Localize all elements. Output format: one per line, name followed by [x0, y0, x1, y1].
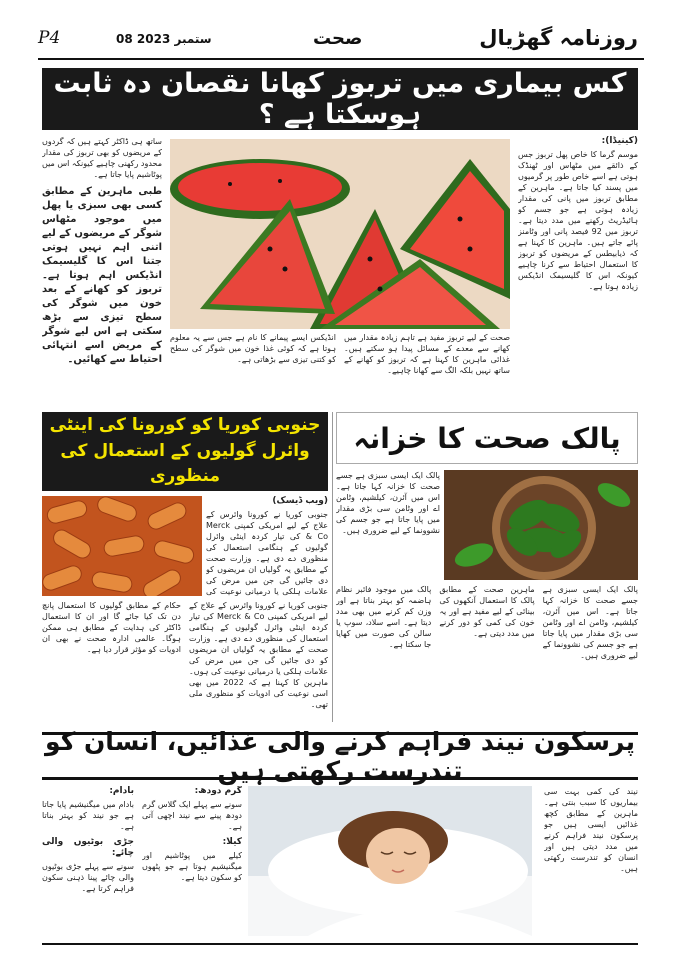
- watermelon-col-left: ساتھ ہی ڈاکٹر کہتے ہیں کہ گردوں کے مریضوں کو بھی تربوز کی مقدار محدود رکھنی چاہیے کیونکہ اس میں پوٹاشیم پایا جاتا ہے۔ طبی ماہرین کے مطابق کسی بھی سبزی یا پھل میں موجود مٹھاس شوگر کے مریضوں کے لیے اتنی اہم نہیں ہوتی جتنا اس کا گلیسیمک انڈیکس اہم ہوتا ہے۔ تربوز کو کھانے کے بعد خون میں شوگر کی سطح تیزی سے بڑھ سکتی ہے اس لیے شوگر کے مریض اسے انتہائی احتیاط سے کھائیں۔: [42, 137, 162, 365]
- korea-pills-col-top: (ویب ڈیسک) جنوبی کوریا نے کورونا وائرس کے علاج کے لیے امریکی کمپنی Merck & Co کی تیار کردہ اینٹی وائرل گولیوں کے ہنگامی استعمال کی منظوری دے دی ہے۔ وزارت صحت کے مطابق یہ گولیاں ان مریضوں کو دی جائیں گی جن میں مرض کی علامات ہلکی یا درمیانی نوعیت کی: [206, 496, 328, 596]
- watermelon-dateline: (کینیڈا):: [601, 136, 638, 146]
- spinach-col-mid: ماہرین صحت کے مطابق پالک کا استعمال آنکھوں کی بینائی کے لیے مفید ہے اور یہ خون کی کمی کو دور کرنے میں مدد دیتی ہے۔: [439, 585, 535, 638]
- korea-dateline: (ویب ڈیسک): [272, 496, 328, 506]
- watermelon-headline: کس بیماری میں تربوز کھانا نقصان دہ ثابت ہوسکتا ہے ؟: [42, 68, 638, 130]
- bottom-rule: [42, 943, 638, 945]
- page-number: P4: [38, 28, 61, 48]
- watermelon-bottom-mid: صحت کے لیے تربوز مفید ہے تاہم زیادہ مقدار میں کھانے سے معدے کے مسائل پیدا ہو سکتے ہیں۔ غذائی ماہرین کا کہنا ہے کہ تربوز کو کھانے کے ساتھ نہیں بلکہ الگ سے کھانا چاہیے۔: [344, 333, 510, 375]
- korea-col-a: جنوبی کوریا نے کورونا وائرس کے علاج کے لیے امریکی کمپنی Merck & Co کی تیار کردہ اینٹی وائرل گولیوں کے ہنگامی استعمال کی منظوری دے دی ہے۔ وزارت صحت کے مطابق یہ گولیاں ان مریضوں کو دی جائیں گی جن میں مرض کی علامات ہلکی یا درمیانی نوعیت کی ہوں۔ ماہرین کا کہنا ہے کہ 2022 میں بھی اسی نوعیت کی ادویات کو منظوری ملی تھی۔: [189, 601, 328, 709]
- spinach-photo: [444, 470, 638, 580]
- watermelon-bottom-cols: [170, 332, 510, 398]
- korea-col-b: حکام کے مطابق گولیوں کا استعمال پانچ دن تک کیا جائے گا اور ان کا استعمال ڈاکٹر کی ہدایت کے مطابق ہی ممکن ہوگا۔ عالمی ادارہ صحت نے بھی ان ادویات کو مؤثر قرار دیا ہے۔: [42, 601, 181, 654]
- watermelon-col-right: (کینیڈا): موسم گرما کا خاص پھل تربوز جس کے ذائقے میں مٹھاس اور ٹھنڈک ہوتی ہے اسے خاص طور پر گرمیوں میں پسند کیا جاتا ہے۔ ماہرین کے مطابق تربوز میں پانی کی مقدار زیادہ ہوتی ہے جو جسم کو ہائیڈریٹ رکھنے میں مدد دیتا ہے۔ تربوز میں 92 فیصد پانی اور وٹامنز پائے جاتے ہیں۔ ماہرین کا کہنا ہے کہ ذیابیطس کے مریضوں کو تربوز کا استعمال احتیاط سے کرنا چاہیے کیونکہ اس کا گلیسیمک انڈیکس زیادہ ہوتا ہے۔: [518, 136, 638, 291]
- watermelon-bottom-left: انڈیکس ایسے پیمانے کا نام ہے جس سے یہ معلوم ہوتا ہے کہ کوئی غذا خون میں شوگر کی سطح کو کتنی تیزی سے بڑھاتی ہے۔: [170, 333, 336, 364]
- sleeping-woman-photo: [248, 786, 532, 936]
- sleep-col-right: نیند کی کمی بہت سی بیماریوں کا سبب بنتی ہے۔ ماہرین کے مطابق کچھ غذائیں ایسی ہیں جو پرسکون نیند فراہم کرنے میں مدد دیتی ہیں اور انسان کو تندرست رکھتی ہیں۔: [544, 787, 638, 873]
- section-title: صحت: [313, 28, 363, 49]
- page-header: [38, 26, 644, 62]
- newspaper-name: روزنامہ گھڑیال: [479, 26, 638, 50]
- spinach-col-top: پالک ایک ایسی سبزی ہے جسے صحت کا خزانہ کہا جاتا ہے۔ اس میں آئرن، کیلشیم، وٹامن اے اور وٹامن سی بڑی مقدار میں پایا جاتا ہے جو جسم کی نشوونما کے لیے ضروری ہیں۔: [336, 471, 440, 535]
- spinach-headline: پالک صحت کا خزانہ: [336, 412, 638, 464]
- watermelon-highlight: طبی ماہرین کے مطابق کسی بھی سبزی یا پھل میں موجود مٹھاس شوگر کے مریضوں کے لیے اتنی اہم نہیں ہوتی جتنا اس کا گلیسیمک انڈیکس اہم ہوتا ہے۔ تربوز کو کھانے کے بعد خون میں شوگر کی سطح تیزی سے بڑھ سکتی ہے اس لیے شوگر کے مریض اسے انتہائی احتیاط سے کھائیں۔: [42, 186, 162, 365]
- column-divider: [332, 412, 333, 722]
- header-rule: [38, 58, 644, 60]
- sleep-foods-headline: پرسکون نیند فراہم کرنے والی غذائیں، انسان کو تندرست رکھتی ہیں: [42, 732, 638, 780]
- spinach-col-left: پالک میں موجود فائبر نظام ہاضمہ کو بہتر بناتا ہے اور وزن کم کرنے میں بھی مدد دیتا ہے۔ اسے سلاد، سوپ یا سالن کی صورت میں کھایا جا سکتا ہے۔: [336, 585, 432, 649]
- spinach-article: [336, 584, 638, 722]
- korea-pills-article: [42, 600, 328, 722]
- korea-pills-headline: جنوبی کوریا کو کورونا کی اینٹی وائرل گولیوں کے استعمال کی منظوری: [42, 412, 328, 491]
- spinach-col-right: پالک ایک ایسی سبزی ہے جسے صحت کا خزانہ کہا جاتا ہے۔ اس میں آئرن، کیلشیم، وٹامن اے اور وٹامن سی بڑی مقدار میں پایا جاتا ہے جو جسم کی نشوونما کے لیے ضروری ہیں۔: [542, 585, 638, 660]
- sleep-col-mid: گرم دودھ: سونے سے پہلے ایک گلاس گرم دودھ پینے سے نیند اچھی آتی ہے۔ کیلا: کیلے میں پوٹاشیم اور میگنیشیم ہوتا ہے جو پٹھوں کو سکون دیتا ہے۔: [142, 786, 242, 882]
- issue-date: 08 ستمبر 2023: [116, 32, 212, 46]
- sleep-col-left: بادام: بادام میں میگنیشیم پایا جاتا ہے جو نیند کو بہتر بناتا ہے۔ جڑی بوٹیوں والی چائے: سونے سے پہلے جڑی بوٹیوں والی چائے پینا ذہنی سکون فراہم کرتا ہے۔: [42, 786, 134, 893]
- pills-photo: [42, 496, 202, 596]
- watermelon-photo: [170, 139, 510, 329]
